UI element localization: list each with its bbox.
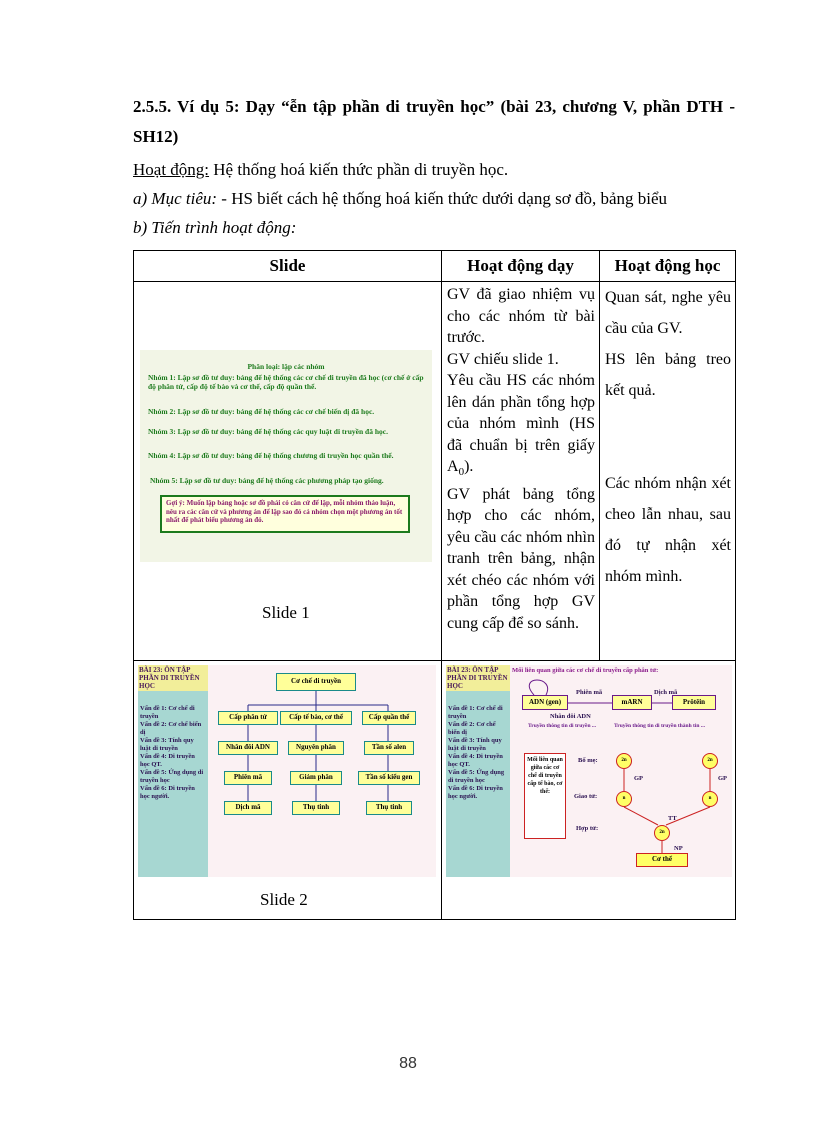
slide2-caption: Slide 2 — [260, 890, 308, 909]
side-item: Vấn đề 1: Cơ chế di truyền — [448, 705, 503, 720]
side-item: Vấn đề 4: Di truyền học QT. — [140, 753, 195, 768]
slide1-line: Nhóm 1: Lập sơ đồ tư duy: bảng để hệ thống các cơ chế di truyền đã học (cơ chế ở cấp độ phân tử, cấp độ tế bào và cơ thể, cấp độ quần thể. — [148, 373, 424, 391]
slide2-image — [138, 665, 436, 877]
teach-p3 — [447, 370, 595, 484]
header-learn: Hoạt động học — [600, 251, 736, 282]
slide1-line: Nhóm 2: Lập sơ đồ tư duy: bảng để hệ thống các cơ chế biến dị đã học. — [148, 407, 375, 416]
leaf-box: Dịch mã — [224, 801, 272, 815]
side-item: Vấn đề 2: Cơ chế biến dị — [448, 721, 496, 736]
cell-circle: n — [702, 791, 718, 807]
learn-p3: Các nhóm nhận xét cheo lẫn nhau, sau đó tự nhận xét nhóm mình. — [605, 475, 731, 585]
arrow-label: Nhân đôi ADN — [550, 713, 591, 720]
goal-line — [133, 188, 667, 210]
level1-box: Cấp quần thể — [362, 711, 416, 725]
activity-line — [133, 159, 508, 181]
leaf-box: Nhân đôi ADN — [218, 741, 278, 755]
slide1-line: Nhóm 4: Lập sơ đồ tư duy: bảng để hệ thống chương di truyền học quần thể. — [148, 451, 394, 460]
side-item: Vấn đề 6: Di truyền học người. — [448, 785, 503, 800]
teach-p3-sub: 0 — [458, 466, 465, 479]
slide3-cell — [442, 661, 736, 920]
mrna-box: mARN — [612, 695, 652, 710]
process-label: GP — [634, 775, 644, 782]
leaf-box: Nguyên phân — [288, 741, 344, 755]
slide1-note-box — [160, 495, 410, 533]
slide1-note: Gợi ý: Muốn lập bảng hoặc sơ đồ phải có căn cứ để lập, mỗi nhóm thảo luận, nêu ra các căn cứ và phương án để lập sao đó cả nhóm chọn một phương án tốt nhất để phát biểu phương án đó. — [166, 499, 403, 524]
goal-label: a) Mục tiêu: — [133, 189, 218, 208]
row-label: Giao tử: — [574, 793, 598, 800]
cell-circle: 2n — [702, 753, 718, 769]
slide3-banner: Mối liên quan giữa các cơ chế di truyền cấp phân tử: — [512, 667, 659, 674]
learn-p2: HS lên bảng treo kết quả. — [605, 351, 731, 399]
process-label: GP — [718, 775, 728, 782]
slide3-mid-box: Mối liên quan giữa các cơ chế di truyền cấp tế bào, cơ thể: — [524, 753, 566, 839]
side-item: Vấn đề 4: Di truyền học QT. — [448, 753, 503, 768]
slide3-note-left: Truyền thông tin di truyền ... — [528, 723, 597, 729]
slide3-image — [446, 665, 732, 877]
header-teach: Hoạt động dạy — [442, 251, 600, 282]
slide1-line: Nhóm 5: Lập sơ đồ tư duy: bảng để hệ thống các phương pháp tạo giống. — [150, 476, 384, 485]
arrow-label: Phiên mã — [576, 689, 603, 696]
teach-p2: GV chiếu slide 1. — [447, 350, 559, 368]
activity-label: Hoạt động: — [133, 160, 210, 179]
teach-p3-text: Yêu cầu HS các nhóm lên dán phần tổng hợp của nhóm mình (HS đã chuẩn bị trên giấy A — [447, 372, 595, 475]
teach-cell — [442, 282, 600, 661]
header-slide: Slide — [134, 251, 442, 282]
leaf-box: Tần số alen — [364, 741, 414, 755]
protein-box: Prôtêin — [672, 695, 716, 710]
cell-circle: n — [616, 791, 632, 807]
side-item: Vấn đề 6: Di truyền học người. — [140, 785, 195, 800]
teach-p1: GV đã giao nhiệm vụ cho các nhóm từ bài trước. — [447, 286, 595, 346]
level1-box: Cấp phân tử — [218, 711, 278, 725]
side-item: Vấn đề 5: Ứng dụng di truyền học — [140, 769, 204, 784]
slide1-image — [140, 350, 432, 562]
slide1-line: Nhóm 3: Lập sơ đồ tư duy: bảng để hệ thống các quy luật di truyền đã học. — [148, 427, 388, 436]
arrow-label: Dịch mã — [654, 689, 678, 696]
side-item: Vấn đề 3: Tính quy luật di truyền — [140, 737, 194, 752]
table-header-row — [134, 251, 736, 282]
slide1-cell — [134, 282, 442, 661]
level1-box: Cấp tế bào, cơ thể — [280, 711, 352, 725]
section-heading: 2.5.5. Ví dụ 5: Dạy “ễn tập phần di truyền học” (bài 23, chương V, phần DTH - SH12) — [133, 97, 735, 146]
slide2-side-title: BÀI 23: ÔN TẬP PHẦN DI TRUYỀN HỌC — [138, 665, 208, 691]
leaf-box: Thụ tinh — [292, 801, 340, 815]
lesson-table — [133, 250, 736, 920]
row-label: Bố mẹ: — [578, 757, 598, 764]
leaf-box: Giảm phân — [290, 771, 342, 785]
dna-box: ADN (gen) — [522, 695, 568, 710]
teach-p3-end: ). — [464, 458, 474, 475]
goal-text: - HS biết cách hệ thống hoá kiến thức dưới dạng sơ đồ, bảng biểu — [217, 189, 668, 208]
slide3-note-right: Truyền thông tin di truyền thành tin ... — [614, 723, 705, 729]
slide3-side-title: BÀI 23: ÔN TẬP PHẦN DI TRUYỀN HỌC — [446, 665, 510, 691]
slide1-title: Phân loại: lập các nhóm — [247, 362, 325, 371]
leaf-box: Thụ tinh — [366, 801, 412, 815]
side-item: Vấn đề 3: Tính quy luật di truyền — [448, 737, 502, 752]
leaf-box: Phiên mã — [224, 771, 272, 785]
cell-circle: 2n — [654, 825, 670, 841]
process-label: NP — [674, 845, 683, 852]
table-row — [134, 661, 736, 920]
process-label: b) Tiến trình hoạt động: — [133, 218, 297, 237]
table-row — [134, 282, 736, 661]
side-item: Vấn đề 1: Cơ chế di truyền — [140, 705, 195, 720]
page-number: 88 — [399, 1055, 417, 1072]
process-label: TT — [668, 815, 677, 822]
leaf-box: Tần số kiểu gen — [358, 771, 420, 785]
learn-cell — [600, 282, 736, 661]
teach-text — [442, 282, 599, 634]
cell-circle: 2n — [616, 753, 632, 769]
row-label: Hợp tử: — [576, 825, 599, 832]
slide1-caption: Slide 1 — [262, 603, 310, 622]
learn-p1: Quan sát, nghe yêu cầu của GV. — [605, 289, 731, 337]
side-item: Vấn đề 2: Cơ chế biến dị — [140, 721, 202, 736]
body-box: Cơ thể — [636, 853, 688, 867]
activity-text: Hệ thống hoá kiến thức phần di truyền học. — [209, 160, 509, 179]
side-item: Vấn đề 5: Ứng dụng di truyền học — [448, 769, 505, 784]
teach-p4: GV phát bảng tổng hợp cho các nhóm, yêu cầu các nhóm nhìn tranh trên bảng, nhận xét chéo các nhóm với phần tổng hợp GV cung cấp để so sánh. — [447, 485, 595, 632]
slide2-cell — [134, 661, 442, 920]
root-box: Cơ chế di truyền — [276, 673, 356, 691]
